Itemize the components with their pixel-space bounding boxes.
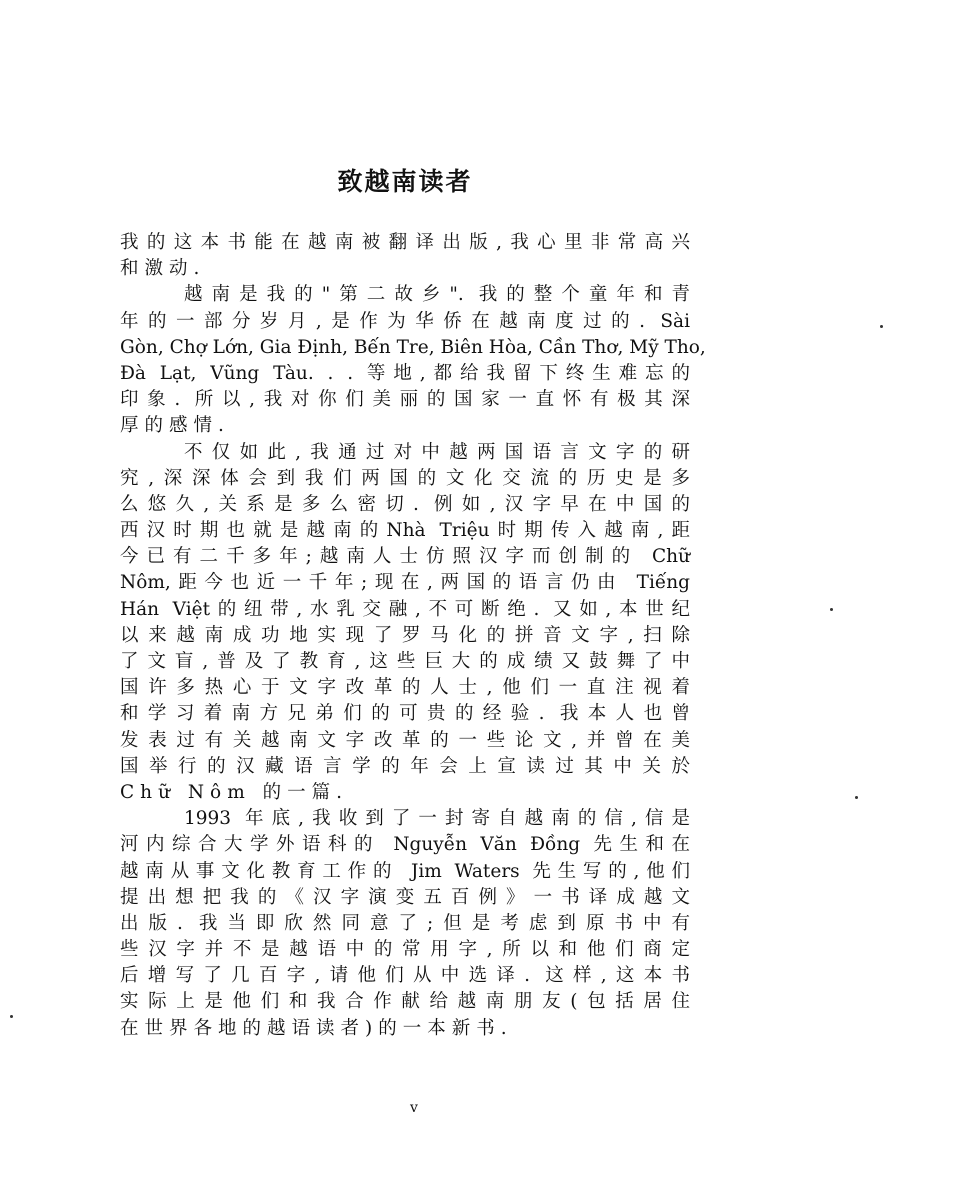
text-line: 印象. 所以,我对你们美丽的国家一直怀有极其深 [120, 389, 690, 411]
text-line: Nôm,距今也近一千年;现在,两国的语言仍由 Tiếng [120, 572, 690, 594]
page-number: v [410, 1100, 418, 1116]
text-line: Chữ Nôm 的一篇. [120, 781, 348, 803]
text-line: 了文盲,普及了教育,这些巨大的成绩又鼓舞了中 [120, 651, 690, 672]
text-line: 国许多热心于文字改革的人士,他们一直注视着 [120, 677, 690, 699]
text-line: 和学习着南方兄弟们的可贵的经验. 我本人也曾 [120, 703, 690, 725]
text-line: 年的一部分岁月,是作为华侨在越南度过的. Sài [120, 310, 690, 332]
scan-speck [880, 325, 883, 328]
text-line: 我的这本书能在越南被翻译出版,我心里非常高兴 [120, 232, 690, 253]
text-line: 在世界各地的越语读者)的一本新书. [120, 1017, 513, 1039]
scan-speck [855, 796, 858, 799]
scan-speck [10, 1015, 13, 1018]
page-title: 致越南读者 [337, 167, 473, 196]
text-line: Gòn, Chợ Lớn, Gia Định, Bến Tre, Biên Hòa, Cần Thơ, Mỹ Tho, [120, 336, 706, 358]
text-line: 和激动. [120, 258, 206, 280]
text-line: 越南从事文化教育工作的 Jim Waters 先生写的,他们 [120, 860, 690, 882]
text-line: Hán Việt的纽带,水乳交融,不可断绝. 又如,本世纪 [120, 598, 690, 620]
text-line: 么悠久,关系是多么密切. 例如,汉字早在中国的 [120, 493, 690, 515]
body-text [120, 230, 706, 1042]
text-line: 不仅如此,我通过对中越两国语言文字的研 [184, 441, 690, 463]
text-line: 今已有二千多年;越南人士仿照汉字而创制的 Chữ [120, 546, 690, 568]
text-line: 些汉字并不是越语中的常用字,所以和他们商定 [120, 939, 690, 961]
text-line: 西汉时期也就是越南的Nhà Triệu时期传入越南,距 [120, 520, 690, 542]
text-line: 后增写了几百字,请他们从中选译. 这样,这本书 [120, 965, 690, 987]
text-line: 究,深深体会到我们两国的文化交流的历史是多 [120, 467, 690, 489]
text-line: Đà Lạt, Vũng Tàu. . . 等地,都给我留下终生难忘的 [120, 362, 690, 384]
text-line: 实际上是他们和我合作献给越南朋友(包括居住 [120, 991, 690, 1013]
text-line: 河内综合大学外语科的 Nguyễn Văn Đồng 先生和在 [120, 834, 690, 856]
text-line: 国举行的汉藏语言学的年会上宣读过其中关於 [120, 755, 690, 777]
text-line: 发表过有关越南文字改革的一些论文,并曾在美 [120, 729, 690, 751]
text-line: 1993 年底,我收到了一封寄自越南的信,信是 [184, 808, 690, 830]
text-line: 厚的感情. [120, 415, 230, 437]
text-line: 以来越南成功地实现了罗马化的拼音文字,扫除 [120, 624, 690, 646]
text-line: 提出想把我的《汉字演变五百例》一书译成越文 [120, 886, 690, 908]
text-line: 出版. 我当即欣然同意了;但是考虑到原书中有 [120, 912, 690, 934]
text-line: 越南是我的"第二故乡". 我的整个童年和青 [184, 284, 690, 306]
scan-speck [830, 608, 833, 611]
